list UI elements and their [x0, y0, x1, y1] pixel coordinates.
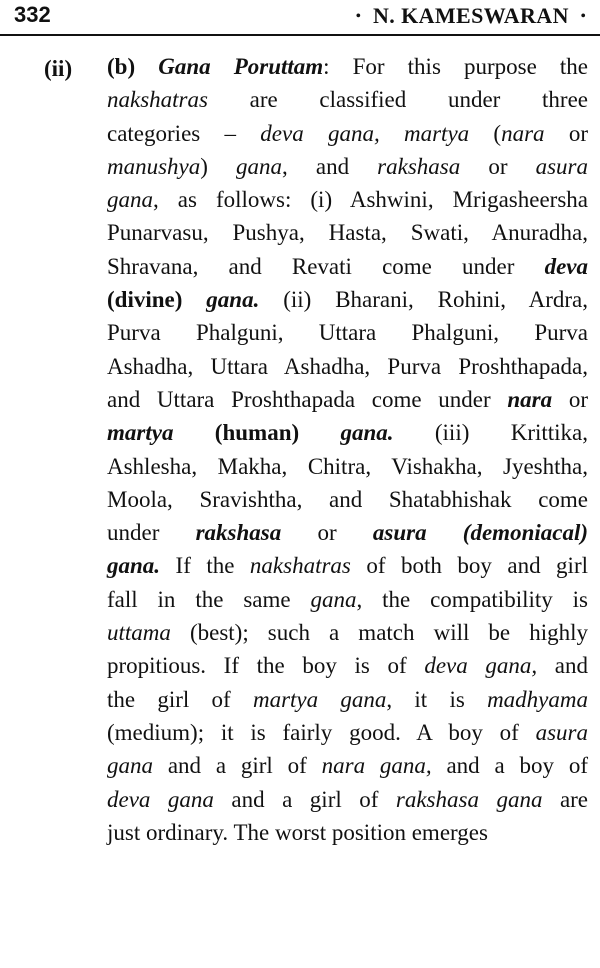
- text-run: deva: [544, 253, 588, 279]
- text-line: [107, 616, 588, 649]
- text-run: (human): [173, 420, 341, 446]
- text-run: gana.: [340, 420, 394, 446]
- text-run: rakshasa: [195, 520, 282, 546]
- text-run: and a boy of: [431, 753, 589, 779]
- bullet-left: •: [355, 9, 362, 24]
- text-run: Moola, Sravishtha, and Shatabhishak come: [107, 486, 588, 512]
- text-run: Purva Phalguni, Uttara Phalguni, Purva: [107, 320, 588, 346]
- text-line: [107, 283, 588, 316]
- text-run: Ashlesha, Makha, Chitra, Vishakha, Jyeshtha,: [107, 453, 588, 479]
- text-line: [107, 416, 588, 449]
- text-run: gana: [310, 586, 357, 612]
- text-line: [107, 749, 588, 782]
- bullet-right: •: [580, 9, 586, 24]
- text-line: [107, 816, 588, 849]
- text-line: [107, 383, 588, 416]
- text-run: gana: [107, 187, 153, 213]
- text-run: martya gana: [252, 686, 387, 712]
- text-line: [107, 183, 588, 216]
- text-run: (b): [107, 54, 159, 79]
- text-run: asura (demoniacal): [372, 520, 589, 546]
- text-run: gana: [236, 153, 283, 179]
- text-run: nakshatras: [107, 87, 208, 113]
- text-run: gana.: [206, 287, 260, 313]
- text-run: deva gana,: [424, 653, 538, 679]
- text-run: are: [542, 786, 589, 812]
- text-run: deva gana, martya: [260, 120, 470, 146]
- text-run: rakshasa gana: [395, 786, 543, 812]
- text-run: the girl of: [107, 686, 253, 712]
- text-run: , the compatibility is: [356, 586, 588, 612]
- text-run: Gana Poruttam: [158, 54, 324, 79]
- text-run: Ashadha, Uttara Ashadha, Purva Proshthapada,: [107, 353, 588, 379]
- text-run: fall in the same: [107, 586, 311, 612]
- text-line: [107, 516, 588, 549]
- text-run: and a girl of: [213, 786, 396, 812]
- text-run: Punarvasu, Pushya, Hasta, Swati, Anuradha,: [107, 220, 588, 246]
- text-line: [107, 483, 588, 516]
- text-run: gana: [107, 753, 153, 779]
- text-run: or: [544, 120, 588, 146]
- item-label: (ii): [44, 56, 73, 81]
- text-run: deva gana: [107, 786, 214, 812]
- text-run: (iii) Krittika,: [393, 420, 589, 446]
- text-line: [107, 450, 588, 483]
- text-run: of both boy and girl: [350, 553, 588, 579]
- text-run: madhyama: [487, 686, 588, 712]
- text-run: gana.: [107, 553, 161, 579]
- text-line: [107, 583, 588, 616]
- text-line: [107, 350, 588, 383]
- text-line: [107, 216, 588, 249]
- text-run: (best); such a match will be highly: [170, 620, 588, 646]
- text-run: and Uttara Proshthapada come under: [107, 386, 508, 412]
- text-run: nara: [507, 386, 553, 412]
- text-run: Shravana, and Revati come under: [107, 253, 545, 279]
- text-line: [107, 50, 588, 83]
- text-run: , and: [282, 153, 378, 179]
- text-line: [107, 649, 588, 682]
- text-run: or: [460, 153, 536, 179]
- text-run: (divine): [107, 287, 207, 313]
- running-title: N. KAMESWARAN: [373, 3, 569, 28]
- text-run: martya: [107, 420, 174, 446]
- text-line: [107, 783, 588, 816]
- text-run: rakshasa: [377, 153, 461, 179]
- text-run: and: [537, 653, 588, 679]
- text-run: If the: [160, 553, 250, 579]
- text-line: [107, 150, 588, 183]
- page-number: 332: [14, 2, 51, 27]
- text-run: propitious. If the boy is of: [107, 653, 425, 679]
- text-run: uttama: [107, 620, 171, 646]
- text-line: [107, 683, 588, 716]
- text-run: or: [552, 386, 588, 412]
- text-run: manushya: [107, 153, 201, 179]
- text-line: [107, 117, 588, 150]
- text-run: just ordinary. The worst position emerges: [107, 819, 488, 845]
- text-run: asura: [535, 719, 588, 745]
- text-run: nara gana,: [321, 753, 432, 779]
- text-line: [107, 83, 588, 116]
- text-run: , as follows: (i) Ashwini, Mrigasheersha: [153, 187, 588, 213]
- text-run: (: [469, 120, 502, 146]
- running-head: [356, 3, 586, 29]
- text-run: (medium); it is fairly good. A boy of: [107, 719, 536, 745]
- text-line: [107, 316, 588, 349]
- text-run: nakshatras: [249, 553, 351, 579]
- text-run: categories –: [107, 120, 261, 146]
- text-run: (ii) Bharani, Rohini, Ardra,: [259, 287, 588, 313]
- text-run: ): [200, 153, 237, 179]
- text-run: : For this purpose the: [323, 54, 588, 79]
- text-line: [107, 250, 588, 283]
- text-line: [107, 716, 588, 749]
- text-run: are classified under three: [207, 87, 588, 113]
- body-text: [107, 50, 588, 849]
- text-line: [107, 549, 588, 582]
- page-header: [0, 0, 600, 36]
- text-run: asura: [535, 153, 588, 179]
- text-run: and a girl of: [153, 753, 322, 779]
- text-run: or: [281, 520, 373, 546]
- text-run: under: [107, 520, 196, 546]
- text-run: nara: [501, 120, 545, 146]
- text-run: , it is: [386, 686, 488, 712]
